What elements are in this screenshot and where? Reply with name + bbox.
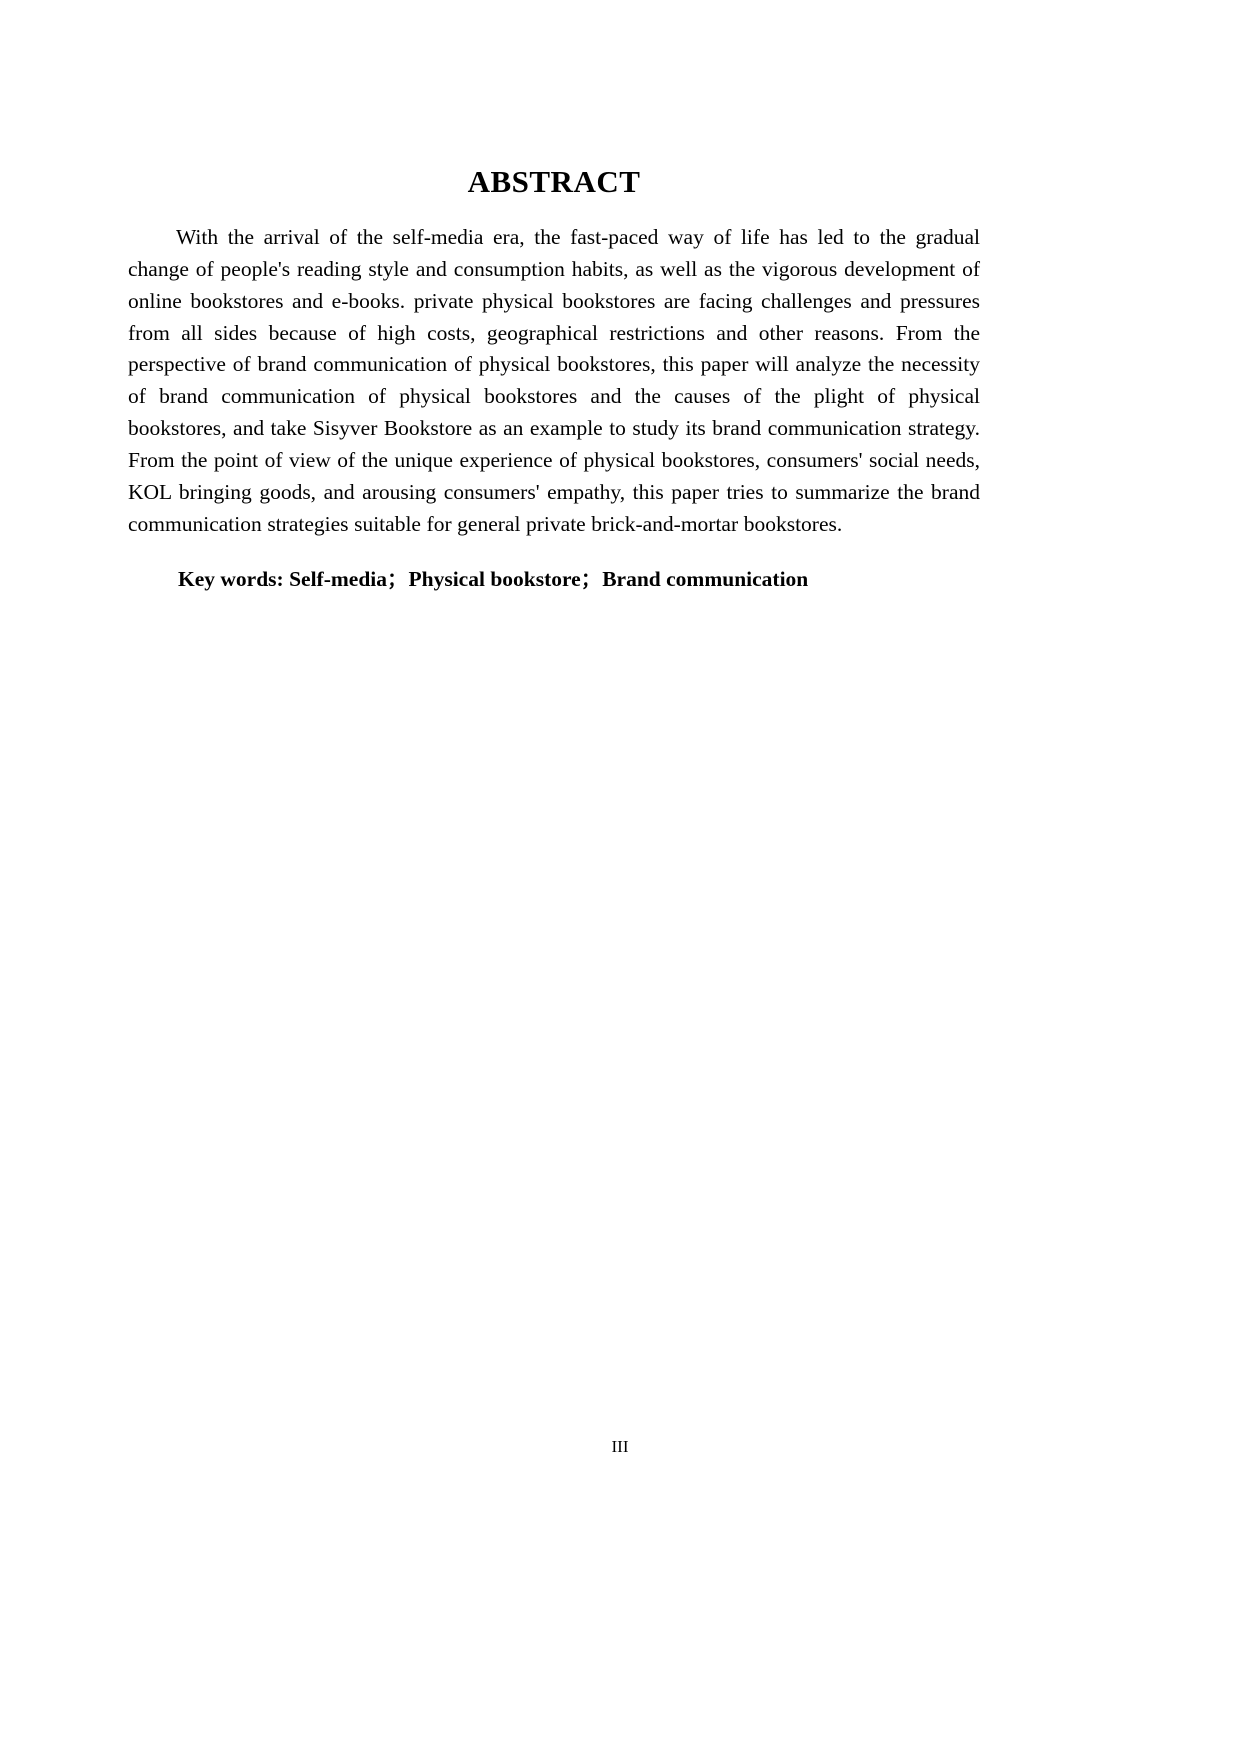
- keywords-line: Key words: Self-media；Physical bookstore；Brand communication: [178, 567, 809, 592]
- page-number-footer: III: [611, 1437, 629, 1456]
- page-title: ABSTRACT: [467, 164, 641, 199]
- page-content: [128, 0, 980, 618]
- abstract-paragraph: With the arrival of the self-media era, the fast-paced way of life has led to the gradual change of people's reading style and consumption habits, as well as the vigorous development of online bookstores and e-books. private physical bookstores are facing challenges and pressures from all sides because of high costs, geographical restrictions and other reasons. From the perspective of brand communication of physical bookstores, this paper will analyze the necessity of brand communication of physical bookstores and the causes of the plight of physical bookstores, and take Sisyver Bookstore as an example to study its brand communication strategy. From the point of view of the unique experience of physical bookstores, consumers' social needs, KOL bringing goods, and arousing consumers' empathy, this paper tries to summarize the brand communication strategies suitable for general private brick-and-mortar bookstores.: [128, 225, 980, 536]
